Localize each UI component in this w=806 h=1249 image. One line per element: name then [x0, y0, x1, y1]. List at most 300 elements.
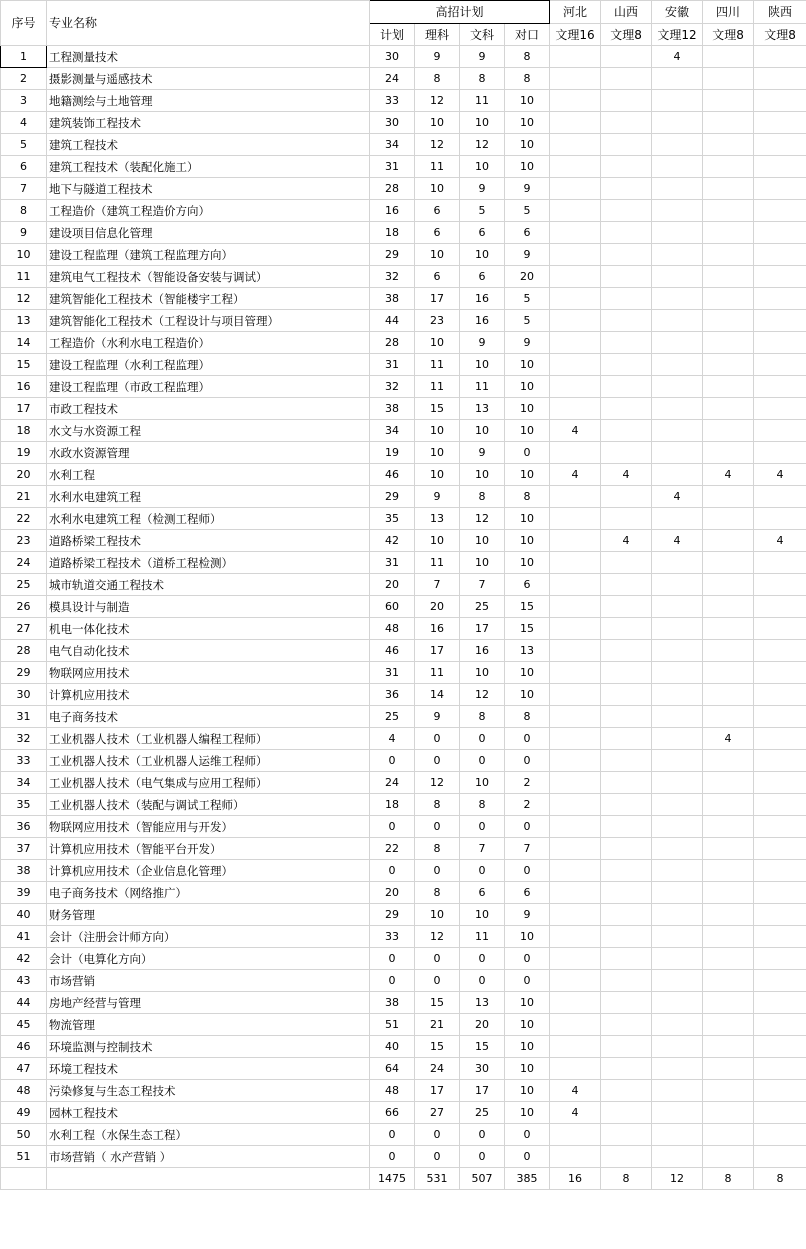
cell-vocational[interactable]: 20 — [505, 266, 550, 288]
cell-sichuan[interactable] — [703, 574, 754, 596]
cell-shanxi[interactable] — [601, 508, 652, 530]
cell-hebei[interactable] — [550, 354, 601, 376]
cell-vocational[interactable]: 10 — [505, 354, 550, 376]
cell-plan[interactable]: 20 — [370, 882, 415, 904]
cell-major[interactable]: 电子商务技术（网络推广） — [47, 882, 370, 904]
header-province-shanxi[interactable]: 山西 — [601, 1, 652, 24]
cell-plan[interactable]: 0 — [370, 948, 415, 970]
cell-shaanxi[interactable] — [754, 68, 806, 90]
cell-science[interactable]: 16 — [415, 618, 460, 640]
cell-sichuan[interactable] — [703, 420, 754, 442]
cell-plan[interactable]: 4 — [370, 728, 415, 750]
cell-hebei[interactable] — [550, 156, 601, 178]
cell-vocational[interactable]: 9 — [505, 332, 550, 354]
cell-shanxi[interactable] — [601, 354, 652, 376]
cell-shaanxi[interactable]: 4 — [754, 530, 806, 552]
cell-plan[interactable]: 30 — [370, 112, 415, 134]
cell-vocational[interactable]: 10 — [505, 1080, 550, 1102]
cell-shaanxi[interactable]: 4 — [754, 464, 806, 486]
cell-plan[interactable]: 0 — [370, 816, 415, 838]
cell-shaanxi[interactable] — [754, 904, 806, 926]
cell-seq[interactable]: 26 — [1, 596, 47, 618]
cell-sichuan[interactable] — [703, 992, 754, 1014]
cell-seq[interactable]: 20 — [1, 464, 47, 486]
cell-science[interactable]: 10 — [415, 178, 460, 200]
cell-shaanxi[interactable] — [754, 486, 806, 508]
cell-anhui[interactable]: 4 — [652, 46, 703, 68]
cell-vocational[interactable]: 10 — [505, 552, 550, 574]
cell-sichuan[interactable] — [703, 178, 754, 200]
cell-shanxi[interactable] — [601, 618, 652, 640]
cell-plan[interactable]: 32 — [370, 266, 415, 288]
cell-plan[interactable]: 31 — [370, 354, 415, 376]
cell-shanxi[interactable] — [601, 398, 652, 420]
cell-anhui[interactable] — [652, 794, 703, 816]
cell-seq[interactable]: 39 — [1, 882, 47, 904]
cell-major[interactable]: 环境工程技术 — [47, 1058, 370, 1080]
cell-plan[interactable]: 64 — [370, 1058, 415, 1080]
cell-anhui[interactable] — [652, 376, 703, 398]
cell-major[interactable]: 工程造价（水利水电工程造价） — [47, 332, 370, 354]
cell-seq[interactable]: 46 — [1, 1036, 47, 1058]
cell-sichuan[interactable] — [703, 156, 754, 178]
cell-major[interactable]: 水利水电建筑工程（检测工程师） — [47, 508, 370, 530]
cell-plan[interactable]: 16 — [370, 200, 415, 222]
cell-major[interactable]: 建设工程监理（市政工程监理） — [47, 376, 370, 398]
cell-seq[interactable]: 3 — [1, 90, 47, 112]
cell-major[interactable]: 机电一体化技术 — [47, 618, 370, 640]
cell-arts[interactable]: 0 — [460, 816, 505, 838]
cell-shaanxi[interactable] — [754, 112, 806, 134]
cell-plan[interactable]: 25 — [370, 706, 415, 728]
cell-vocational[interactable]: 8 — [505, 68, 550, 90]
cell-science[interactable]: 0 — [415, 816, 460, 838]
total-anhui[interactable]: 12 — [652, 1168, 703, 1190]
cell-science[interactable]: 10 — [415, 244, 460, 266]
cell-shanxi[interactable] — [601, 1014, 652, 1036]
cell-shanxi[interactable] — [601, 948, 652, 970]
cell-plan[interactable]: 29 — [370, 486, 415, 508]
cell-shanxi[interactable] — [601, 442, 652, 464]
cell-shaanxi[interactable] — [754, 508, 806, 530]
cell-sichuan[interactable] — [703, 618, 754, 640]
cell-shaanxi[interactable] — [754, 442, 806, 464]
cell-science[interactable]: 6 — [415, 222, 460, 244]
cell-seq[interactable]: 18 — [1, 420, 47, 442]
cell-shaanxi[interactable] — [754, 684, 806, 706]
cell-science[interactable]: 10 — [415, 530, 460, 552]
cell-shanxi[interactable] — [601, 1102, 652, 1124]
cell-major[interactable]: 城市轨道交通工程技术 — [47, 574, 370, 596]
cell-sichuan[interactable] — [703, 332, 754, 354]
cell-major[interactable]: 建筑装饰工程技术 — [47, 112, 370, 134]
header-major[interactable]: 专业名称 — [47, 1, 370, 46]
cell-sichuan[interactable] — [703, 882, 754, 904]
cell-hebei[interactable] — [550, 574, 601, 596]
cell-hebei[interactable] — [550, 200, 601, 222]
cell-plan[interactable]: 36 — [370, 684, 415, 706]
cell-vocational[interactable]: 0 — [505, 1146, 550, 1168]
cell-shaanxi[interactable] — [754, 970, 806, 992]
cell-arts[interactable]: 7 — [460, 574, 505, 596]
cell-sichuan[interactable] — [703, 1102, 754, 1124]
cell-science[interactable]: 10 — [415, 442, 460, 464]
cell-science[interactable]: 9 — [415, 46, 460, 68]
cell-arts[interactable]: 13 — [460, 398, 505, 420]
cell-sichuan[interactable] — [703, 926, 754, 948]
cell-vocational[interactable]: 8 — [505, 706, 550, 728]
header-quota-shanxi[interactable]: 文理8 — [601, 24, 652, 46]
cell-hebei[interactable] — [550, 376, 601, 398]
cell-vocational[interactable]: 0 — [505, 948, 550, 970]
cell-plan[interactable]: 34 — [370, 134, 415, 156]
cell-vocational[interactable]: 8 — [505, 46, 550, 68]
cell-vocational[interactable]: 10 — [505, 530, 550, 552]
cell-major[interactable]: 道路桥梁工程技术 — [47, 530, 370, 552]
cell-science[interactable]: 0 — [415, 1146, 460, 1168]
cell-shaanxi[interactable] — [754, 1124, 806, 1146]
cell-shaanxi[interactable] — [754, 882, 806, 904]
cell-arts[interactable]: 25 — [460, 1102, 505, 1124]
cell-major[interactable]: 财务管理 — [47, 904, 370, 926]
cell-science[interactable]: 15 — [415, 992, 460, 1014]
cell-arts[interactable]: 17 — [460, 618, 505, 640]
cell-plan[interactable]: 35 — [370, 508, 415, 530]
cell-science[interactable]: 23 — [415, 310, 460, 332]
cell-seq[interactable]: 33 — [1, 750, 47, 772]
cell-shanxi[interactable] — [601, 156, 652, 178]
cell-shaanxi[interactable] — [754, 1058, 806, 1080]
cell-shanxi[interactable] — [601, 596, 652, 618]
cell-arts[interactable]: 10 — [460, 156, 505, 178]
cell-seq[interactable]: 10 — [1, 244, 47, 266]
cell-seq[interactable]: 40 — [1, 904, 47, 926]
cell-anhui[interactable] — [652, 684, 703, 706]
cell-shaanxi[interactable] — [754, 794, 806, 816]
cell-plan[interactable]: 29 — [370, 904, 415, 926]
cell-arts[interactable]: 11 — [460, 376, 505, 398]
cell-anhui[interactable] — [652, 574, 703, 596]
cell-major[interactable]: 工业机器人技术（电气集成与应用工程师） — [47, 772, 370, 794]
cell-sichuan[interactable] — [703, 310, 754, 332]
header-quota-sichuan[interactable]: 文理8 — [703, 24, 754, 46]
cell-science[interactable]: 11 — [415, 552, 460, 574]
cell-shaanxi[interactable] — [754, 992, 806, 1014]
header-seq[interactable]: 序号 — [1, 1, 47, 46]
cell-seq[interactable]: 43 — [1, 970, 47, 992]
cell-vocational[interactable]: 10 — [505, 398, 550, 420]
cell-major[interactable]: 工业机器人技术（装配与调试工程师） — [47, 794, 370, 816]
cell-plan[interactable]: 44 — [370, 310, 415, 332]
cell-shaanxi[interactable] — [754, 926, 806, 948]
total-shaanxi[interactable]: 8 — [754, 1168, 806, 1190]
cell-science[interactable]: 8 — [415, 68, 460, 90]
cell-shanxi[interactable] — [601, 376, 652, 398]
cell-major[interactable]: 市政工程技术 — [47, 398, 370, 420]
cell-plan[interactable]: 38 — [370, 992, 415, 1014]
cell-arts[interactable]: 6 — [460, 266, 505, 288]
cell-shaanxi[interactable] — [754, 310, 806, 332]
cell-hebei[interactable] — [550, 618, 601, 640]
cell-shaanxi[interactable] — [754, 596, 806, 618]
cell-plan[interactable]: 22 — [370, 838, 415, 860]
cell-science[interactable]: 6 — [415, 266, 460, 288]
cell-science[interactable]: 8 — [415, 794, 460, 816]
cell-anhui[interactable] — [652, 442, 703, 464]
cell-anhui[interactable] — [652, 728, 703, 750]
cell-hebei[interactable] — [550, 992, 601, 1014]
cell-science[interactable]: 15 — [415, 398, 460, 420]
cell-sichuan[interactable] — [703, 112, 754, 134]
cell-science[interactable]: 17 — [415, 640, 460, 662]
cell-anhui[interactable] — [652, 508, 703, 530]
cell-arts[interactable]: 10 — [460, 530, 505, 552]
cell-sichuan[interactable] — [703, 904, 754, 926]
cell-shaanxi[interactable] — [754, 1102, 806, 1124]
cell-plan[interactable]: 40 — [370, 1036, 415, 1058]
header-quota-anhui[interactable]: 文理12 — [652, 24, 703, 46]
cell-plan[interactable]: 18 — [370, 794, 415, 816]
cell-plan[interactable]: 46 — [370, 464, 415, 486]
cell-hebei[interactable] — [550, 1124, 601, 1146]
cell-hebei[interactable] — [550, 178, 601, 200]
cell-science[interactable]: 10 — [415, 904, 460, 926]
cell-vocational[interactable]: 10 — [505, 90, 550, 112]
cell-major[interactable]: 模具设计与制造 — [47, 596, 370, 618]
cell-shaanxi[interactable] — [754, 1036, 806, 1058]
cell-sichuan[interactable] — [703, 596, 754, 618]
cell-anhui[interactable] — [652, 1146, 703, 1168]
cell-anhui[interactable] — [652, 816, 703, 838]
cell-anhui[interactable]: 4 — [652, 530, 703, 552]
cell-hebei[interactable] — [550, 1014, 601, 1036]
cell-sichuan[interactable] — [703, 860, 754, 882]
cell-hebei[interactable] — [550, 728, 601, 750]
cell-vocational[interactable]: 8 — [505, 486, 550, 508]
cell-shaanxi[interactable] — [754, 662, 806, 684]
cell-science[interactable]: 14 — [415, 684, 460, 706]
cell-major[interactable]: 计算机应用技术（智能平台开发） — [47, 838, 370, 860]
cell-science[interactable]: 12 — [415, 90, 460, 112]
header-province-anhui[interactable]: 安徽 — [652, 1, 703, 24]
cell-sichuan[interactable] — [703, 552, 754, 574]
cell-plan[interactable]: 19 — [370, 442, 415, 464]
cell-vocational[interactable]: 0 — [505, 442, 550, 464]
cell-seq[interactable]: 11 — [1, 266, 47, 288]
cell-hebei[interactable] — [550, 772, 601, 794]
cell-arts[interactable]: 9 — [460, 442, 505, 464]
cell-hebei[interactable] — [550, 530, 601, 552]
cell-seq[interactable]: 8 — [1, 200, 47, 222]
cell-anhui[interactable] — [652, 640, 703, 662]
cell-seq[interactable]: 1 — [1, 46, 47, 68]
cell-sichuan[interactable] — [703, 1080, 754, 1102]
cell-anhui[interactable] — [652, 354, 703, 376]
cell-anhui[interactable] — [652, 618, 703, 640]
cell-arts[interactable]: 0 — [460, 728, 505, 750]
cell-seq[interactable]: 41 — [1, 926, 47, 948]
cell-plan[interactable]: 0 — [370, 970, 415, 992]
cell-major[interactable]: 道路桥梁工程技术（道桥工程检测） — [47, 552, 370, 574]
cell-vocational[interactable]: 10 — [505, 464, 550, 486]
cell-sichuan[interactable] — [703, 772, 754, 794]
cell-shaanxi[interactable] — [754, 90, 806, 112]
cell-plan[interactable]: 24 — [370, 68, 415, 90]
cell-vocational[interactable]: 9 — [505, 244, 550, 266]
cell-vocational[interactable]: 10 — [505, 112, 550, 134]
header-science[interactable]: 理科 — [415, 24, 460, 46]
cell-science[interactable]: 11 — [415, 662, 460, 684]
cell-sichuan[interactable] — [703, 1058, 754, 1080]
cell-anhui[interactable] — [652, 552, 703, 574]
cell-shanxi[interactable] — [601, 838, 652, 860]
cell-anhui[interactable] — [652, 596, 703, 618]
cell-anhui[interactable] — [652, 266, 703, 288]
cell-sichuan[interactable] — [703, 508, 754, 530]
cell-hebei[interactable] — [550, 90, 601, 112]
cell-shanxi[interactable] — [601, 1036, 652, 1058]
cell-major[interactable]: 房地产经营与管理 — [47, 992, 370, 1014]
cell-shaanxi[interactable] — [754, 860, 806, 882]
cell-seq[interactable]: 6 — [1, 156, 47, 178]
cell-shaanxi[interactable] — [754, 398, 806, 420]
cell-vocational[interactable]: 2 — [505, 772, 550, 794]
cell-arts[interactable]: 8 — [460, 486, 505, 508]
cell-vocational[interactable]: 10 — [505, 1102, 550, 1124]
cell-plan[interactable]: 51 — [370, 1014, 415, 1036]
cell-plan[interactable]: 30 — [370, 46, 415, 68]
cell-major[interactable]: 工程造价（建筑工程造价方向） — [47, 200, 370, 222]
cell-seq[interactable]: 34 — [1, 772, 47, 794]
cell-arts[interactable]: 12 — [460, 684, 505, 706]
cell-hebei[interactable] — [550, 750, 601, 772]
cell-shanxi[interactable] — [601, 574, 652, 596]
cell-shaanxi[interactable] — [754, 706, 806, 728]
cell-shaanxi[interactable] — [754, 178, 806, 200]
cell-major[interactable]: 园林工程技术 — [47, 1102, 370, 1124]
cell-major[interactable]: 市场营销 — [47, 970, 370, 992]
cell-seq[interactable]: 24 — [1, 552, 47, 574]
cell-seq[interactable]: 30 — [1, 684, 47, 706]
cell-science[interactable]: 0 — [415, 1124, 460, 1146]
cell-plan[interactable]: 46 — [370, 640, 415, 662]
cell-science[interactable]: 27 — [415, 1102, 460, 1124]
cell-science[interactable]: 6 — [415, 200, 460, 222]
cell-vocational[interactable]: 10 — [505, 1036, 550, 1058]
cell-sichuan[interactable] — [703, 200, 754, 222]
cell-anhui[interactable] — [652, 310, 703, 332]
cell-vocational[interactable]: 10 — [505, 684, 550, 706]
cell-science[interactable]: 24 — [415, 1058, 460, 1080]
cell-science[interactable]: 11 — [415, 354, 460, 376]
cell-shanxi[interactable] — [601, 640, 652, 662]
cell-seq[interactable]: 12 — [1, 288, 47, 310]
cell-arts[interactable]: 12 — [460, 134, 505, 156]
cell-plan[interactable]: 60 — [370, 596, 415, 618]
cell-shaanxi[interactable] — [754, 574, 806, 596]
cell-science[interactable]: 9 — [415, 486, 460, 508]
cell-vocational[interactable]: 5 — [505, 288, 550, 310]
cell-vocational[interactable]: 0 — [505, 816, 550, 838]
cell-arts[interactable]: 12 — [460, 508, 505, 530]
cell-seq[interactable]: 38 — [1, 860, 47, 882]
cell-hebei[interactable]: 4 — [550, 1102, 601, 1124]
cell-vocational[interactable]: 10 — [505, 1014, 550, 1036]
cell-shaanxi[interactable] — [754, 244, 806, 266]
header-vocational[interactable]: 对口 — [505, 24, 550, 46]
cell-seq[interactable]: 21 — [1, 486, 47, 508]
cell-shanxi[interactable] — [601, 772, 652, 794]
cell-vocational[interactable]: 13 — [505, 640, 550, 662]
cell-hebei[interactable] — [550, 794, 601, 816]
cell-hebei[interactable] — [550, 926, 601, 948]
cell-shanxi[interactable] — [601, 1124, 652, 1146]
cell-hebei[interactable] — [550, 1058, 601, 1080]
cell-science[interactable]: 8 — [415, 838, 460, 860]
cell-anhui[interactable] — [652, 992, 703, 1014]
cell-sichuan[interactable] — [703, 134, 754, 156]
cell-hebei[interactable] — [550, 640, 601, 662]
cell-science[interactable]: 9 — [415, 706, 460, 728]
cell-major[interactable]: 水文与水资源工程 — [47, 420, 370, 442]
cell-shaanxi[interactable] — [754, 618, 806, 640]
cell-anhui[interactable] — [652, 112, 703, 134]
cell-vocational[interactable]: 10 — [505, 1058, 550, 1080]
cell-arts[interactable]: 0 — [460, 970, 505, 992]
cell-hebei[interactable] — [550, 244, 601, 266]
cell-major[interactable]: 会计（注册会计师方向） — [47, 926, 370, 948]
cell-shaanxi[interactable] — [754, 1014, 806, 1036]
cell-anhui[interactable] — [652, 288, 703, 310]
cell-plan[interactable]: 34 — [370, 420, 415, 442]
cell-anhui[interactable] — [652, 156, 703, 178]
cell-major[interactable]: 摄影测量与遥感技术 — [47, 68, 370, 90]
cell-seq[interactable]: 4 — [1, 112, 47, 134]
total-voc[interactable]: 385 — [505, 1168, 550, 1190]
total-sichuan[interactable]: 8 — [703, 1168, 754, 1190]
cell-hebei[interactable] — [550, 442, 601, 464]
header-group-plan[interactable]: 高招计划 — [370, 1, 550, 24]
cell-arts[interactable]: 11 — [460, 90, 505, 112]
cell-sichuan[interactable] — [703, 46, 754, 68]
cell-shaanxi[interactable] — [754, 816, 806, 838]
cell-seq[interactable]: 7 — [1, 178, 47, 200]
cell-shanxi[interactable] — [601, 662, 652, 684]
cell-vocational[interactable]: 10 — [505, 420, 550, 442]
cell-arts[interactable]: 9 — [460, 332, 505, 354]
cell-shanxi[interactable] — [601, 926, 652, 948]
cell-vocational[interactable]: 5 — [505, 310, 550, 332]
cell-vocational[interactable]: 6 — [505, 222, 550, 244]
cell-seq[interactable]: 51 — [1, 1146, 47, 1168]
cell-science[interactable]: 10 — [415, 420, 460, 442]
cell-science[interactable]: 15 — [415, 1036, 460, 1058]
cell-hebei[interactable] — [550, 552, 601, 574]
header-province-hebei[interactable]: 河北 — [550, 1, 601, 24]
cell-vocational[interactable]: 10 — [505, 992, 550, 1014]
cell-seq[interactable]: 44 — [1, 992, 47, 1014]
cell-shaanxi[interactable] — [754, 640, 806, 662]
cell-seq[interactable]: 47 — [1, 1058, 47, 1080]
cell-sichuan[interactable] — [703, 442, 754, 464]
cell-shanxi[interactable] — [601, 222, 652, 244]
total-plan[interactable]: 1475 — [370, 1168, 415, 1190]
cell-anhui[interactable] — [652, 420, 703, 442]
total-hebei[interactable]: 16 — [550, 1168, 601, 1190]
cell-arts[interactable]: 10 — [460, 772, 505, 794]
cell-shaanxi[interactable] — [754, 838, 806, 860]
cell-seq[interactable]: 50 — [1, 1124, 47, 1146]
